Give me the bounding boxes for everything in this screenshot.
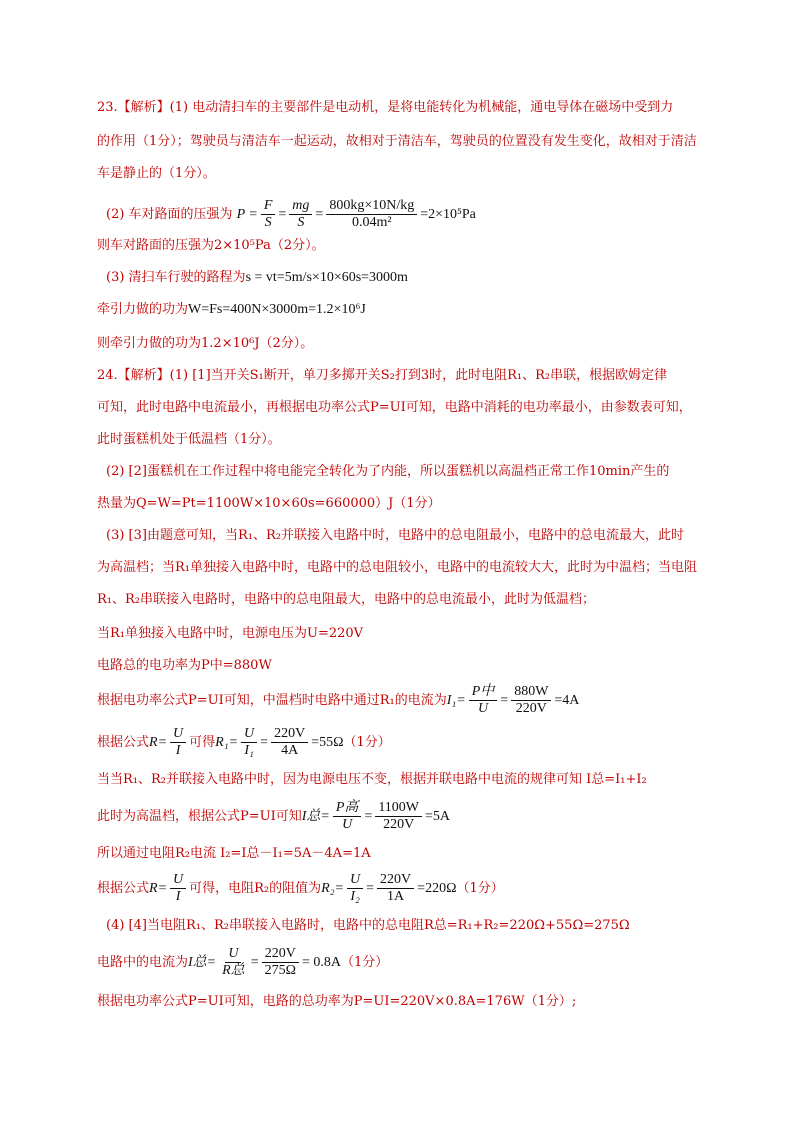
q24-l12-frac1-den: I	[175, 743, 181, 758]
q23-line-5: 则车对路面的压强为2×10⁵Pa（2分）。	[97, 238, 325, 253]
q24-l14-frac1	[333, 800, 362, 833]
q24-l11-frac1-num: P中	[469, 684, 498, 701]
q24-l12-frac2-num: U	[241, 726, 257, 743]
q24-line-13: 当当R₁、R₂并联接入电路中时，因为电源电压不变，根据并联电路中电流的规律可知 I总=I₁+I₂	[97, 772, 647, 787]
q24-l16-label: 根据公式	[97, 880, 150, 896]
q24-l18-frac1-num: U	[225, 946, 241, 963]
q24-l14-frac2-num: 1100W	[375, 800, 422, 817]
q24-l12-frac3	[271, 726, 308, 759]
q24-l16-score: （1分）	[456, 880, 504, 896]
q24-line-2: 可知，此时电路中电流最小，再根据电功率公式P=UI可知，电路中消耗的电功率最小，由参数表可知，	[97, 400, 692, 415]
q24-l16-lhs2: R₂=	[321, 880, 345, 896]
q24-l12-frac2	[241, 726, 257, 759]
q24-line-19: 根据电功率公式P=UI可知，电路的总功率为P=UI=220V×0.8A=176W（1分）;	[97, 994, 577, 1009]
q24-l16-frac1	[170, 872, 186, 905]
q24-l12-frac1	[170, 726, 186, 759]
q24-l14-result: =5A	[425, 808, 451, 824]
q24-l12-frac3-num: 220V	[271, 726, 308, 743]
q24-l12-result: =55Ω	[311, 734, 344, 750]
q24-l11-lhs: I₁=	[446, 692, 466, 708]
q24-l11-label: 根据电功率公式P=UI可知，中温档时电路中通过R₁的电流为	[97, 692, 447, 708]
q23-frac1-den: S	[264, 215, 272, 230]
q24-l18-label: 电路中的电流为	[97, 954, 189, 970]
q24-l18-frac2-den: 275Ω	[264, 963, 296, 978]
q23-frac2-num: mg	[289, 198, 312, 215]
q24-current-formula: 根据电功率公式P=UI可知，中温档时电路中通过R₁的电流为 I₁= $\frac{\text{P中}}{U}$ = $\frac{880W}{220V}$ =4A	[97, 684, 580, 716]
q23-distance-line	[106, 268, 408, 288]
q23-line-2: 的作用（1分）；驾驶员与清洁车一起运动，故相对于清洁车，驾驶员的位置没有发生变化，故相对于清洁	[97, 134, 697, 149]
q24-l18-score: （1分）	[341, 954, 389, 970]
q23-fraction-mg-s	[289, 198, 312, 231]
q24-l16-frac3	[377, 872, 414, 905]
q24-l18-result: = 0.8A	[302, 954, 342, 970]
q24-circuit-current-formula: 电路中的电流为 I总= $\frac{U}{\text{R总}}$ = $\frac{220V}{275\Omega}$ = 0.8A （1分）	[97, 946, 389, 978]
q24-l18-frac2	[262, 946, 299, 979]
q24-line-15: 所以通过电阻R₂电流 I₂=I总－I₁=5A－4A=1A	[97, 846, 371, 861]
q24-r2-formula: 根据公式 R= $\frac{U}{I}$ 可得，电阻R₂的阻值为 R₂= $\frac{U}{\text{I₂}}$ = $\frac{220V}{1A}$ =220Ω （1分）	[97, 872, 504, 904]
q23-fraction-f-s	[261, 198, 276, 231]
q23-pressure-lhs: P =	[236, 206, 258, 222]
q24-l16-frac2-den: I₂	[350, 889, 360, 904]
q24-l16-frac2-num: U	[347, 872, 363, 889]
q23-fraction-values	[326, 198, 417, 231]
q24-l12-lhs2: R₁=	[215, 734, 239, 750]
q24-l12-mid: 可得	[189, 734, 216, 750]
q24-line-8: R₁、R₂串联接入电路时，电路中的总电阻最大，电路中的总电流最小，此时为低温档；	[97, 592, 595, 607]
q24-l18-lhs: I总=	[188, 954, 217, 970]
q24-l12-frac1-num: U	[170, 726, 186, 743]
q24-l11-frac1	[469, 684, 498, 717]
q24-line-7: 为高温档；当R₁单独接入电路中时，电路中的总电阻较小，电路中的电流较大大，此时为中温档；当电阻	[97, 560, 698, 575]
q24-l11-frac1-den: U	[477, 701, 489, 716]
q24-l11-frac2-num: 880W	[511, 684, 551, 701]
q24-l16-lhs: R=	[149, 880, 168, 896]
q24-l16-frac3-num: 220V	[377, 872, 414, 889]
q23-distance-label: (3) 清扫车行驶的路程为	[106, 270, 246, 285]
q23-line-3: 车是静止的（1分）。	[97, 166, 216, 181]
q24-r1-formula: 根据公式 R= $\frac{U}{I}$ 可得 R₁= $\frac{U}{\text{I₁}}$ = $\frac{220V}{4A}$ =55Ω （1分）	[97, 726, 391, 758]
q24-l12-lhs: R=	[149, 734, 168, 750]
q24-line-17: (4) [4]当电阻R₁、R₂串联接入电路时，电路中的总电阻R总=R₁+R₂=220Ω+55Ω=275Ω	[106, 918, 630, 933]
q24-l12-label: 根据公式	[97, 734, 150, 750]
q24-line-5: 热量为Q=W=Pt=1100W×10×60s=660000）J（1分）	[97, 496, 441, 511]
q23-line-8: 则牵引力做的功为1.2×10⁶J（2分）。	[97, 336, 314, 351]
q24-line-6: (3) [3]由题意可知，当R₁、R₂并联接入电路中时，电路中的总电阻最小，电路中的总电流最大，此时	[106, 528, 684, 543]
q24-l12-score: （1分）	[343, 734, 391, 750]
q23-frac2-den: S	[297, 215, 305, 230]
q24-l16-frac1-num: U	[170, 872, 186, 889]
q24-l12-frac3-den: 4A	[281, 743, 299, 758]
q24-l14-frac2	[375, 800, 422, 833]
q24-total-current-formula: 此时为高温档，根据公式P=UI可知 I总= $\frac{\text{P高}}{U}$ = $\frac{1100W}{220V}$ =5A	[97, 800, 451, 832]
q24-l14-label: 此时为高温档，根据公式P=UI可知	[97, 808, 302, 824]
q24-line-3: 此时蛋糕机处于低温档（1分）。	[97, 432, 281, 447]
q24-line-1: 24.【解析】(1) [1]当开关S₁断开，单刀多掷开关S₂打到3时，此时电阻R₁、R₂串联，根据欧姆定律	[97, 368, 668, 383]
q24-l18-frac1	[219, 946, 248, 979]
q23-pressure-label: (2) 车对路面的压强为	[106, 206, 233, 222]
q24-l18-frac2-num: 220V	[262, 946, 299, 963]
q24-l14-frac2-den: 220V	[383, 817, 415, 832]
q23-line-1: 23.【解析】(1) 电动清扫车的主要部件是电动机，是将电能转化为机械能，通电导体在磁场中受到力	[97, 100, 674, 115]
q24-l11-frac2-den: 220V	[515, 701, 547, 716]
q24-l18-frac1-den: R总	[222, 963, 245, 978]
q24-line-4: (2) [2]蛋糕机在工作过程中将电能完全转化为了内能，所以蛋糕机以高温档正常工作10min产生的	[106, 464, 670, 479]
q24-l16-frac3-den: 1A	[387, 889, 405, 904]
q23-distance-formula: s = vt=5m/s×10×60s=3000m	[245, 270, 408, 285]
q24-l16-mid: 可得，电阻R₂的阻值为	[189, 880, 322, 896]
q23-work-line	[97, 300, 366, 320]
q23-work-formula: W=Fs=400N×3000m=1.2×10⁶J	[188, 302, 366, 317]
q24-l11-frac2	[511, 684, 551, 717]
q23-pressure-result: =2×10⁵Pa	[420, 206, 476, 222]
q24-l12-frac2-den: I₁	[244, 743, 254, 758]
q24-line-9: 当R₁单独接入电路中时，电源电压为U=220V	[97, 626, 364, 641]
q24-l11-result: =4A	[554, 692, 580, 708]
q24-l16-frac1-den: I	[175, 889, 181, 904]
q24-line-10: 电路总的电功率为P中=880W	[97, 658, 272, 673]
q23-frac3-num: 800kg×10N/kg	[326, 198, 417, 215]
q23-frac3-den: 0.04m²	[351, 215, 392, 230]
q23-work-label: 牵引力做的功为	[97, 302, 189, 317]
q24-l16-frac2	[347, 872, 363, 905]
q24-l16-result: =220Ω	[417, 880, 457, 896]
q23-frac1-num: F	[261, 198, 276, 215]
q24-l14-frac1-den: U	[342, 817, 353, 832]
q23-pressure-formula: (2) 车对路面的压强为 P = $\frac{F}{S}$ = $\frac{mg}{S}$ = $\frac{800kg\times 10N/kg}{\text{0.04m²}}$ =2×10⁵Pa	[106, 198, 476, 230]
q23-eq: =	[278, 206, 287, 222]
q24-l14-frac1-num: P高	[333, 800, 362, 817]
q24-l14-lhs: I总=	[301, 808, 330, 824]
